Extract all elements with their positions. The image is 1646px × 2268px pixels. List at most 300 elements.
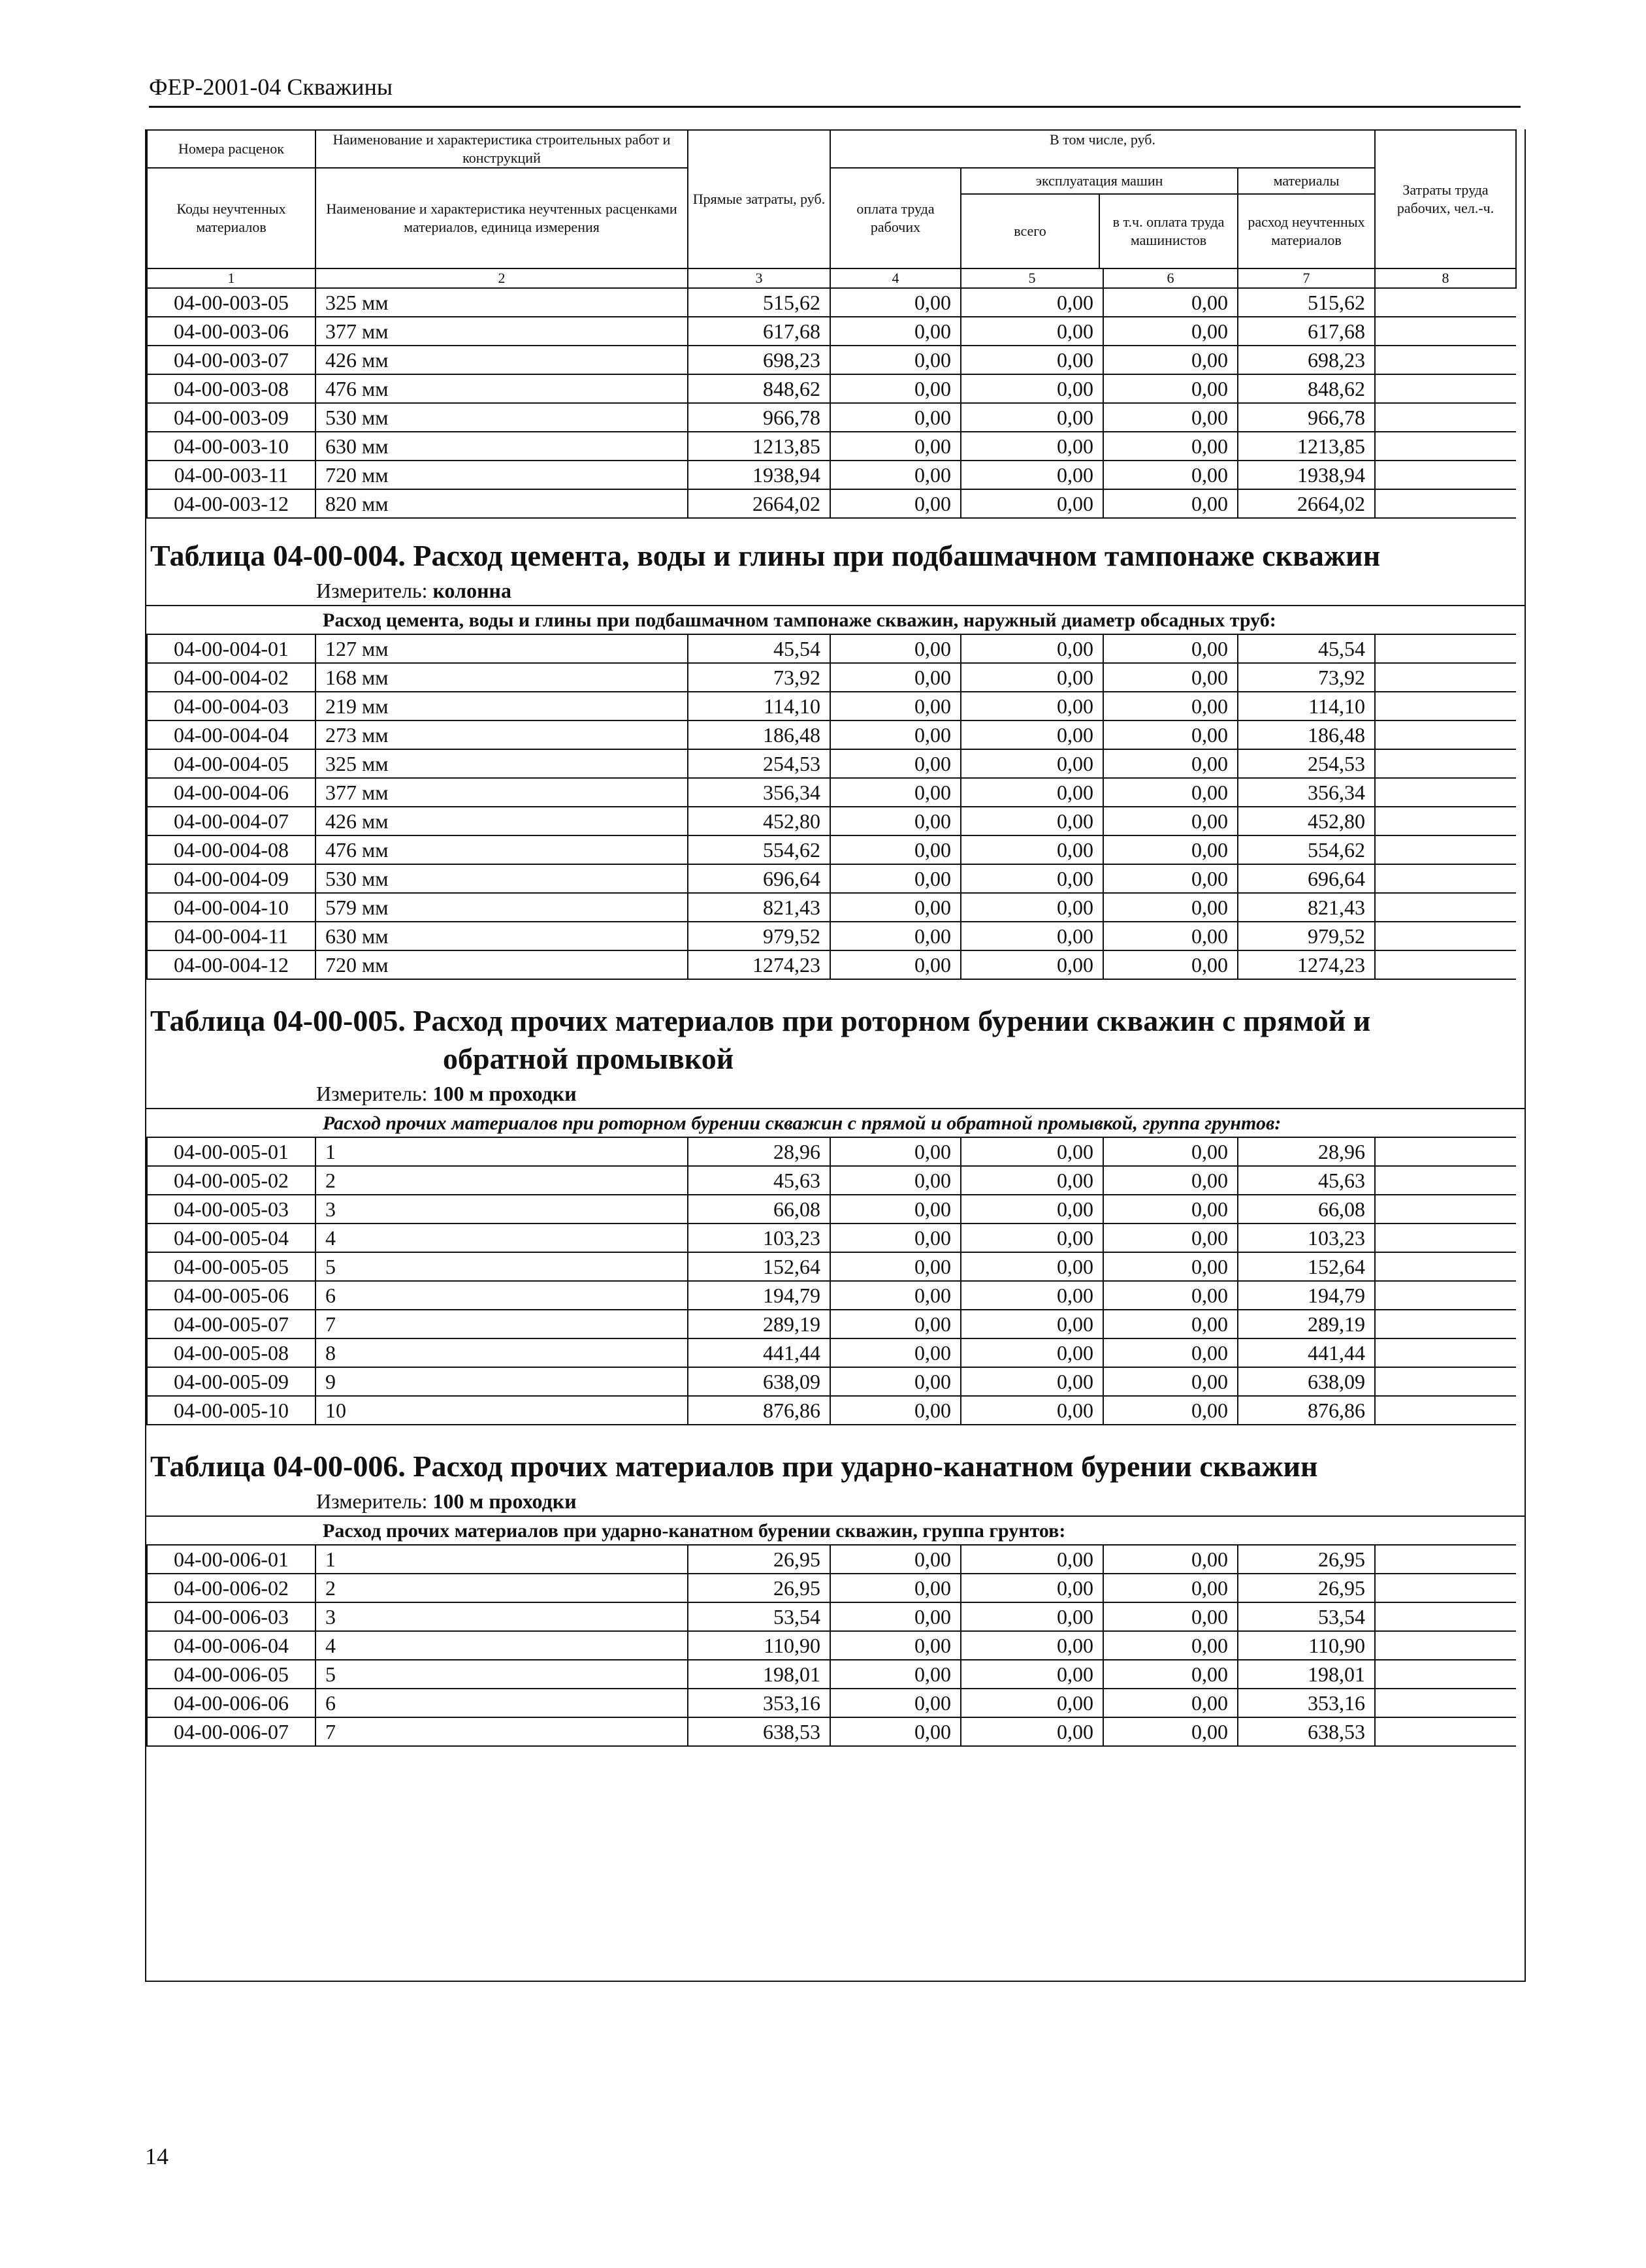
- table-cell: 0,00: [1103, 1166, 1238, 1195]
- table-cell: 152,64: [688, 1252, 830, 1281]
- table-cell: 1274,23: [688, 950, 830, 979]
- table-cell: 2664,02: [1238, 489, 1375, 518]
- table-cell: 0,00: [830, 721, 961, 749]
- table-cell: 0,00: [830, 1689, 961, 1717]
- header-labor-costs: Затраты труда рабочих, чел.-ч.: [1375, 130, 1516, 268]
- group-description: Расход прочих материалов при роторном бурении скважин с прямой и обратной промывкой, группа грунтов:: [323, 1112, 1282, 1134]
- table-row: [147, 922, 1516, 950]
- table-cell: 110,90: [688, 1631, 830, 1660]
- table-cell: 26,95: [688, 1545, 830, 1574]
- table-cell: 45,63: [688, 1166, 830, 1195]
- column-number: 5: [961, 268, 1103, 288]
- table-cell: 0,00: [961, 749, 1103, 778]
- table-cell: 617,68: [1238, 317, 1375, 346]
- table-cell: 1: [315, 1545, 688, 1574]
- table-cell: 0,00: [1103, 950, 1238, 979]
- table-cell: 0,00: [961, 1631, 1103, 1660]
- table-cell: 0,00: [1103, 663, 1238, 692]
- table-cell: [1375, 1396, 1516, 1425]
- table-cell: 0,00: [830, 893, 961, 922]
- table-cell: 1274,23: [1238, 950, 1375, 979]
- table-row: [147, 1195, 1516, 1223]
- table-cell: 0,00: [961, 663, 1103, 692]
- table-cell: 0,00: [830, 288, 961, 317]
- table-cell: [1375, 1166, 1516, 1195]
- table-cell: 353,16: [1238, 1689, 1375, 1717]
- table-cell: 7: [315, 1717, 688, 1746]
- table-cell: [1375, 1602, 1516, 1631]
- table-cell: 0,00: [961, 1281, 1103, 1310]
- table-cell: [1375, 835, 1516, 864]
- table-cell: 289,19: [1238, 1310, 1375, 1338]
- table-cell: 476 мм: [315, 374, 688, 403]
- header-material-name: Наименование и характеристика неучтенных расценками материалов, единица измерения: [315, 168, 688, 268]
- table-cell: 0,00: [830, 807, 961, 835]
- table-cell: 73,92: [688, 663, 830, 692]
- table-row: [147, 1367, 1516, 1396]
- table-cell: 820 мм: [315, 489, 688, 518]
- table-cell: 0,00: [961, 288, 1103, 317]
- table-cell: [1375, 634, 1516, 663]
- table-cell: 0,00: [1103, 288, 1238, 317]
- table-cell: 04-00-005-05: [147, 1252, 315, 1281]
- table-cell: 0,00: [830, 1396, 961, 1425]
- table-row: [147, 1574, 1516, 1602]
- table-row: [147, 403, 1516, 432]
- table-cell: 325 мм: [315, 749, 688, 778]
- table-cell: 0,00: [961, 461, 1103, 489]
- table-cell: 0,00: [830, 346, 961, 374]
- table-cell: [1375, 432, 1516, 461]
- table-cell: 441,44: [688, 1338, 830, 1367]
- table-cell: 04-00-006-02: [147, 1574, 315, 1602]
- table-cell: 0,00: [1103, 1660, 1238, 1689]
- table-row: [147, 1602, 1516, 1631]
- table-cell: 0,00: [961, 346, 1103, 374]
- table-cell: 45,63: [1238, 1166, 1375, 1195]
- table-cell: [1375, 1338, 1516, 1367]
- table-cell: 0,00: [1103, 461, 1238, 489]
- page-header: ФЕР-2001-04 Скважины: [149, 73, 1521, 108]
- table-cell: 2: [315, 1166, 688, 1195]
- table-cell: 0,00: [961, 1367, 1103, 1396]
- table-cell: 5: [315, 1252, 688, 1281]
- group-description: Расход прочих материалов при ударно-канатном бурении скважин, группа грунтов:: [323, 1520, 1066, 1542]
- meter-label: Измеритель:: [316, 579, 433, 602]
- table-cell: 04-00-003-07: [147, 346, 315, 374]
- table-cell: 4: [315, 1631, 688, 1660]
- table-cell: 0,00: [830, 489, 961, 518]
- table-row: [147, 374, 1516, 403]
- table-cell: 0,00: [961, 692, 1103, 721]
- table-cell: 377 мм: [315, 317, 688, 346]
- data-table: [146, 1137, 1516, 1425]
- table-cell: 1938,94: [688, 461, 830, 489]
- table-cell: 0,00: [961, 634, 1103, 663]
- table-row: [147, 778, 1516, 807]
- table-cell: 198,01: [688, 1660, 830, 1689]
- table-cell: 441,44: [1238, 1338, 1375, 1367]
- table-cell: 0,00: [961, 721, 1103, 749]
- header-machines-group: [961, 168, 1238, 268]
- table-cell: 0,00: [1103, 1689, 1238, 1717]
- table-cell: 110,90: [1238, 1631, 1375, 1660]
- header-labor-wages: оплата труда рабочих: [830, 168, 961, 268]
- column-number: 6: [1103, 268, 1238, 288]
- table-cell: [1375, 1689, 1516, 1717]
- table-cell: 0,00: [1103, 1310, 1238, 1338]
- table-cell: 579 мм: [315, 893, 688, 922]
- table-cell: 04-00-004-05: [147, 749, 315, 778]
- table-cell: 0,00: [1103, 374, 1238, 403]
- table-cell: 1213,85: [1238, 432, 1375, 461]
- table-row: [147, 807, 1516, 835]
- header-direct-costs: Прямые затраты, руб.: [688, 130, 830, 268]
- table-cell: 0,00: [830, 778, 961, 807]
- table-cell: 04-00-006-07: [147, 1717, 315, 1746]
- table-cell: 152,64: [1238, 1252, 1375, 1281]
- table-cell: 0,00: [1103, 1281, 1238, 1310]
- table-cell: 0,00: [830, 1338, 961, 1367]
- table-cell: [1375, 721, 1516, 749]
- table-cell: [1375, 1310, 1516, 1338]
- table-cell: 0,00: [1103, 317, 1238, 346]
- table-cell: 2664,02: [688, 489, 830, 518]
- table-cell: 0,00: [1103, 1717, 1238, 1746]
- table-cell: 28,96: [1238, 1137, 1375, 1166]
- column-number: 4: [830, 268, 961, 288]
- table-cell: 127 мм: [315, 634, 688, 663]
- table-cell: 289,19: [688, 1310, 830, 1338]
- table-row: [147, 864, 1516, 893]
- column-number: 3: [688, 268, 830, 288]
- header-materials-group: [1238, 168, 1375, 268]
- meter: [146, 577, 1525, 604]
- table-cell: 476 мм: [315, 835, 688, 864]
- table-cell: 0,00: [830, 1660, 961, 1689]
- table-cell: 0,00: [830, 1602, 961, 1631]
- table-cell: 7: [315, 1310, 688, 1338]
- table-cell: 0,00: [1103, 749, 1238, 778]
- table-cell: 73,92: [1238, 663, 1375, 692]
- table-cell: 554,62: [688, 835, 830, 864]
- table-cell: 0,00: [1103, 692, 1238, 721]
- table-cell: 9: [315, 1367, 688, 1396]
- table-cell: [1375, 1545, 1516, 1574]
- table-cell: 254,53: [688, 749, 830, 778]
- table-cell: 04-00-004-12: [147, 950, 315, 979]
- table-row: [147, 1223, 1516, 1252]
- table-row: [147, 1660, 1516, 1689]
- table-cell: 617,68: [688, 317, 830, 346]
- document-sheet: [145, 129, 1526, 1982]
- table-cell: 45,54: [1238, 634, 1375, 663]
- table-cell: 530 мм: [315, 403, 688, 432]
- table-title: [146, 980, 1525, 1080]
- table-cell: 273 мм: [315, 721, 688, 749]
- table-row: [147, 634, 1516, 663]
- table-cell: 28,96: [688, 1137, 830, 1166]
- table-cell: 0,00: [830, 692, 961, 721]
- table-cell: [1375, 1717, 1516, 1746]
- table-cell: 0,00: [830, 634, 961, 663]
- table-cell: 0,00: [961, 950, 1103, 979]
- table-cell: [1375, 807, 1516, 835]
- table-cell: 821,43: [688, 893, 830, 922]
- table-cell: 966,78: [1238, 403, 1375, 432]
- table-cell: 194,79: [1238, 1281, 1375, 1310]
- group-description: Расход цемента, воды и глины при подбашмачном тампонаже скважин, наружный диаметр обсадных труб:: [323, 609, 1276, 631]
- table-cell: 0,00: [830, 461, 961, 489]
- data-table: [146, 1544, 1516, 1747]
- table-cell: 04-00-006-05: [147, 1660, 315, 1689]
- table-cell: 04-00-006-01: [147, 1545, 315, 1574]
- table-cell: 04-00-006-03: [147, 1602, 315, 1631]
- table-cell: 0,00: [830, 864, 961, 893]
- meter-value: 100 м проходки: [432, 1489, 577, 1513]
- table-cell: 638,09: [688, 1367, 830, 1396]
- table-cell: 876,86: [1238, 1396, 1375, 1425]
- header-including: В том числе, руб.: [830, 130, 1375, 168]
- table-cell: 0,00: [830, 1137, 961, 1166]
- table-cell: 698,23: [688, 346, 830, 374]
- meter-value: 100 м проходки: [432, 1082, 577, 1105]
- table-cell: 0,00: [1103, 1574, 1238, 1602]
- table-cell: 698,23: [1238, 346, 1375, 374]
- table-cell: 0,00: [1103, 346, 1238, 374]
- table-cell: 168 мм: [315, 663, 688, 692]
- header-work-name: Наименование и характеристика строительных работ и конструкций: [315, 130, 688, 168]
- meter-label: Измеритель:: [316, 1489, 433, 1513]
- header-unaccounted-materials: расход неучтенных материалов: [1248, 214, 1365, 248]
- table-title: [146, 1425, 1525, 1488]
- table-cell: 848,62: [1238, 374, 1375, 403]
- table-cell: 876,86: [688, 1396, 830, 1425]
- table-cell: 0,00: [1103, 922, 1238, 950]
- table-row: [147, 893, 1516, 922]
- table-cell: 0,00: [961, 374, 1103, 403]
- table-cell: 638,53: [1238, 1717, 1375, 1746]
- table-cell: [1375, 749, 1516, 778]
- table-section: [146, 1425, 1525, 1747]
- header-machine-operation: эксплуатация машин: [961, 169, 1237, 194]
- table-cell: [1375, 692, 1516, 721]
- table-cell: 26,95: [1238, 1545, 1375, 1574]
- table-cell: 04-00-005-07: [147, 1310, 315, 1338]
- table-cell: 0,00: [830, 749, 961, 778]
- table-cell: 04-00-003-10: [147, 432, 315, 461]
- table-cell: [1375, 288, 1516, 317]
- table-row: [147, 835, 1516, 864]
- table-cell: 04-00-003-12: [147, 489, 315, 518]
- table-cell: 04-00-004-02: [147, 663, 315, 692]
- table-cell: 0,00: [830, 1195, 961, 1223]
- table-cell: [1375, 893, 1516, 922]
- table-cell: 8: [315, 1338, 688, 1367]
- table-row: [147, 1338, 1516, 1367]
- table-cell: 0,00: [961, 1166, 1103, 1195]
- table-cell: 848,62: [688, 374, 830, 403]
- table-cell: 04-00-006-06: [147, 1689, 315, 1717]
- table-cell: 979,52: [1238, 922, 1375, 950]
- table-cell: 638,53: [688, 1717, 830, 1746]
- table-cell: 04-00-004-07: [147, 807, 315, 835]
- table-cell: 04-00-005-01: [147, 1137, 315, 1166]
- table-cell: [1375, 461, 1516, 489]
- table-cell: 04-00-005-10: [147, 1396, 315, 1425]
- meter-label: Измеритель:: [316, 1082, 433, 1105]
- column-header-table: [146, 129, 1517, 519]
- table-row: [147, 1689, 1516, 1717]
- table-row: [147, 1396, 1516, 1425]
- table-cell: 0,00: [961, 1660, 1103, 1689]
- table-cell: [1375, 922, 1516, 950]
- table-cell: 4: [315, 1223, 688, 1252]
- table-cell: 426 мм: [315, 807, 688, 835]
- table-cell: 0,00: [1103, 432, 1238, 461]
- table-row: [147, 346, 1516, 374]
- table-row: [147, 1545, 1516, 1574]
- table-cell: [1375, 864, 1516, 893]
- table-row: [147, 950, 1516, 979]
- table-cell: 979,52: [688, 922, 830, 950]
- table-cell: 45,54: [688, 634, 830, 663]
- table-cell: [1375, 663, 1516, 692]
- table-cell: 04-00-005-04: [147, 1223, 315, 1252]
- table-cell: 0,00: [830, 1631, 961, 1660]
- table-cell: [1375, 1281, 1516, 1310]
- table-cell: 04-00-004-06: [147, 778, 315, 807]
- table-cell: 0,00: [830, 950, 961, 979]
- table-cell: 114,10: [1238, 692, 1375, 721]
- table-title-continuation: обратной промывкой: [443, 1042, 734, 1075]
- table-cell: 219 мм: [315, 692, 688, 721]
- table-cell: [1375, 403, 1516, 432]
- table-cell: 720 мм: [315, 950, 688, 979]
- table-cell: 0,00: [961, 922, 1103, 950]
- table-cell: 04-00-003-11: [147, 461, 315, 489]
- table-row: [147, 663, 1516, 692]
- table-cell: 452,80: [1238, 807, 1375, 835]
- table-cell: 821,43: [1238, 893, 1375, 922]
- table-cell: 0,00: [830, 1281, 961, 1310]
- table-cell: [1375, 1367, 1516, 1396]
- table-cell: 0,00: [1103, 634, 1238, 663]
- table-cell: 356,34: [688, 778, 830, 807]
- table-cell: 515,62: [1238, 288, 1375, 317]
- page-number: 14: [145, 2143, 169, 2169]
- table-cell: 04-00-003-05: [147, 288, 315, 317]
- table-cell: 0,00: [961, 835, 1103, 864]
- table-cell: 0,00: [961, 489, 1103, 518]
- table-cell: 04-00-005-09: [147, 1367, 315, 1396]
- table-row: [147, 461, 1516, 489]
- table-cell: 0,00: [1103, 1137, 1238, 1166]
- table-cell: 0,00: [830, 317, 961, 346]
- table-row: [147, 1310, 1516, 1338]
- table-cell: 53,54: [688, 1602, 830, 1631]
- table-cell: 10: [315, 1396, 688, 1425]
- table-cell: 04-00-004-08: [147, 835, 315, 864]
- table-cell: 1: [315, 1137, 688, 1166]
- table-cell: 04-00-003-09: [147, 403, 315, 432]
- table-row: [147, 317, 1516, 346]
- table-cell: 04-00-005-08: [147, 1338, 315, 1367]
- table-cell: [1375, 374, 1516, 403]
- table-cell: 0,00: [1103, 489, 1238, 518]
- table-cell: 6: [315, 1281, 688, 1310]
- table-cell: 630 мм: [315, 922, 688, 950]
- table-cell: 103,23: [688, 1223, 830, 1252]
- table-cell: [1375, 1660, 1516, 1689]
- table-cell: [1375, 778, 1516, 807]
- table-cell: 0,00: [961, 432, 1103, 461]
- table-cell: 04-00-005-02: [147, 1166, 315, 1195]
- header-codes: Коды неучтенных материалов: [147, 168, 315, 268]
- table-cell: 0,00: [961, 1717, 1103, 1746]
- table-cell: 0,00: [961, 1396, 1103, 1425]
- table-row: [147, 1252, 1516, 1281]
- table-cell: 04-00-005-06: [147, 1281, 315, 1310]
- table-cell: 0,00: [1103, 403, 1238, 432]
- table-cell: 0,00: [830, 663, 961, 692]
- table-title: [146, 519, 1525, 577]
- table-row: [147, 692, 1516, 721]
- table-cell: 515,62: [688, 288, 830, 317]
- table-cell: 0,00: [961, 403, 1103, 432]
- table-cell: 04-00-004-03: [147, 692, 315, 721]
- table-cell: 530 мм: [315, 864, 688, 893]
- table-cell: 0,00: [961, 1223, 1103, 1252]
- table-cell: 0,00: [830, 1310, 961, 1338]
- table-cell: 0,00: [961, 1338, 1103, 1367]
- table-cell: 6: [315, 1689, 688, 1717]
- table-section: [146, 519, 1525, 980]
- table-cell: [1375, 1137, 1516, 1166]
- table-cell: 53,54: [1238, 1602, 1375, 1631]
- table-cell: 0,00: [830, 1367, 961, 1396]
- table-cell: 0,00: [961, 778, 1103, 807]
- table-cell: 194,79: [688, 1281, 830, 1310]
- table-cell: 114,10: [688, 692, 830, 721]
- table-cell: 254,53: [1238, 749, 1375, 778]
- table-cell: 186,48: [1238, 721, 1375, 749]
- table-cell: 0,00: [1103, 778, 1238, 807]
- meter: [146, 1488, 1525, 1514]
- table-cell: 0,00: [830, 1166, 961, 1195]
- table-cell: 1938,94: [1238, 461, 1375, 489]
- table-row: [147, 721, 1516, 749]
- table-row: [147, 1137, 1516, 1166]
- table-row: [147, 1281, 1516, 1310]
- table-cell: 638,09: [1238, 1367, 1375, 1396]
- table-cell: 0,00: [1103, 1602, 1238, 1631]
- table-cell: 452,80: [688, 807, 830, 835]
- table-cell: 0,00: [830, 374, 961, 403]
- meter: [146, 1080, 1525, 1107]
- column-number: 8: [1375, 268, 1516, 288]
- table-title-text: Таблица 04-00-006. Расход прочих материалов при ударно-канатном бурении скважин: [150, 1450, 1318, 1483]
- table-cell: [1375, 950, 1516, 979]
- table-cell: [1375, 489, 1516, 518]
- table-cell: 04-00-004-09: [147, 864, 315, 893]
- table-cell: 0,00: [830, 1574, 961, 1602]
- table-cell: 26,95: [688, 1574, 830, 1602]
- table-cell: 0,00: [961, 807, 1103, 835]
- table-cell: 04-00-003-06: [147, 317, 315, 346]
- table-cell: [1375, 1195, 1516, 1223]
- table-cell: 0,00: [961, 1137, 1103, 1166]
